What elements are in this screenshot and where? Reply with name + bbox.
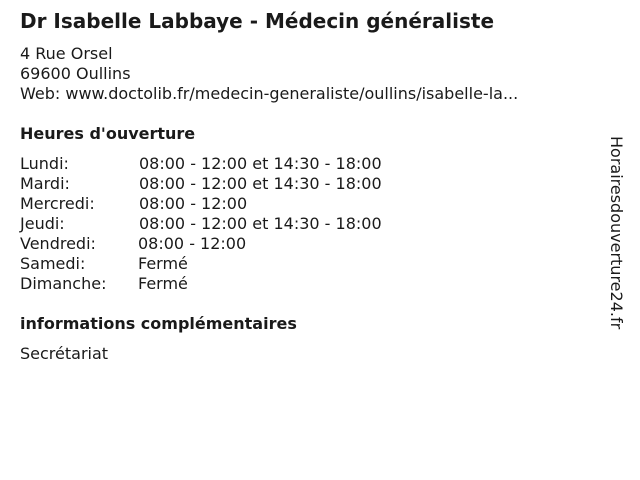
additional-info-heading: informations complémentaires [20,314,297,333]
day-label: Lundi: [20,154,69,173]
time-value: Fermé [138,254,188,273]
day-label: Jeudi: [20,214,65,233]
address-city: 69600 Oullins [20,64,131,83]
time-value: 08:00 - 12:00 et 14:30 - 18:00 [139,174,382,193]
time-value: 08:00 - 12:00 [138,234,247,253]
page-title: Dr Isabelle Labbaye - Médecin généraliste [20,9,495,33]
day-label: Mercredi: [20,194,95,213]
time-value: Fermé [138,274,188,293]
opening-hours-heading: Heures d'ouverture [20,124,196,143]
website-link[interactable]: Web: www.doctolib.fr/medecin-generaliste/oullins/isabelle-la... [20,84,519,103]
time-value: 08:00 - 12:00 [139,194,248,213]
day-label: Samedi: [20,254,86,273]
site-watermark: Horairesdouverture24.fr [607,136,626,330]
day-label: Mardi: [20,174,70,193]
day-label: Dimanche: [20,274,107,293]
time-value: 08:00 - 12:00 et 14:30 - 18:00 [139,154,382,173]
time-value: 08:00 - 12:00 et 14:30 - 18:00 [139,214,382,233]
address-street: 4 Rue Orsel [20,44,113,63]
day-label: Vendredi: [20,234,96,253]
additional-info-text: Secrétariat [20,344,109,363]
